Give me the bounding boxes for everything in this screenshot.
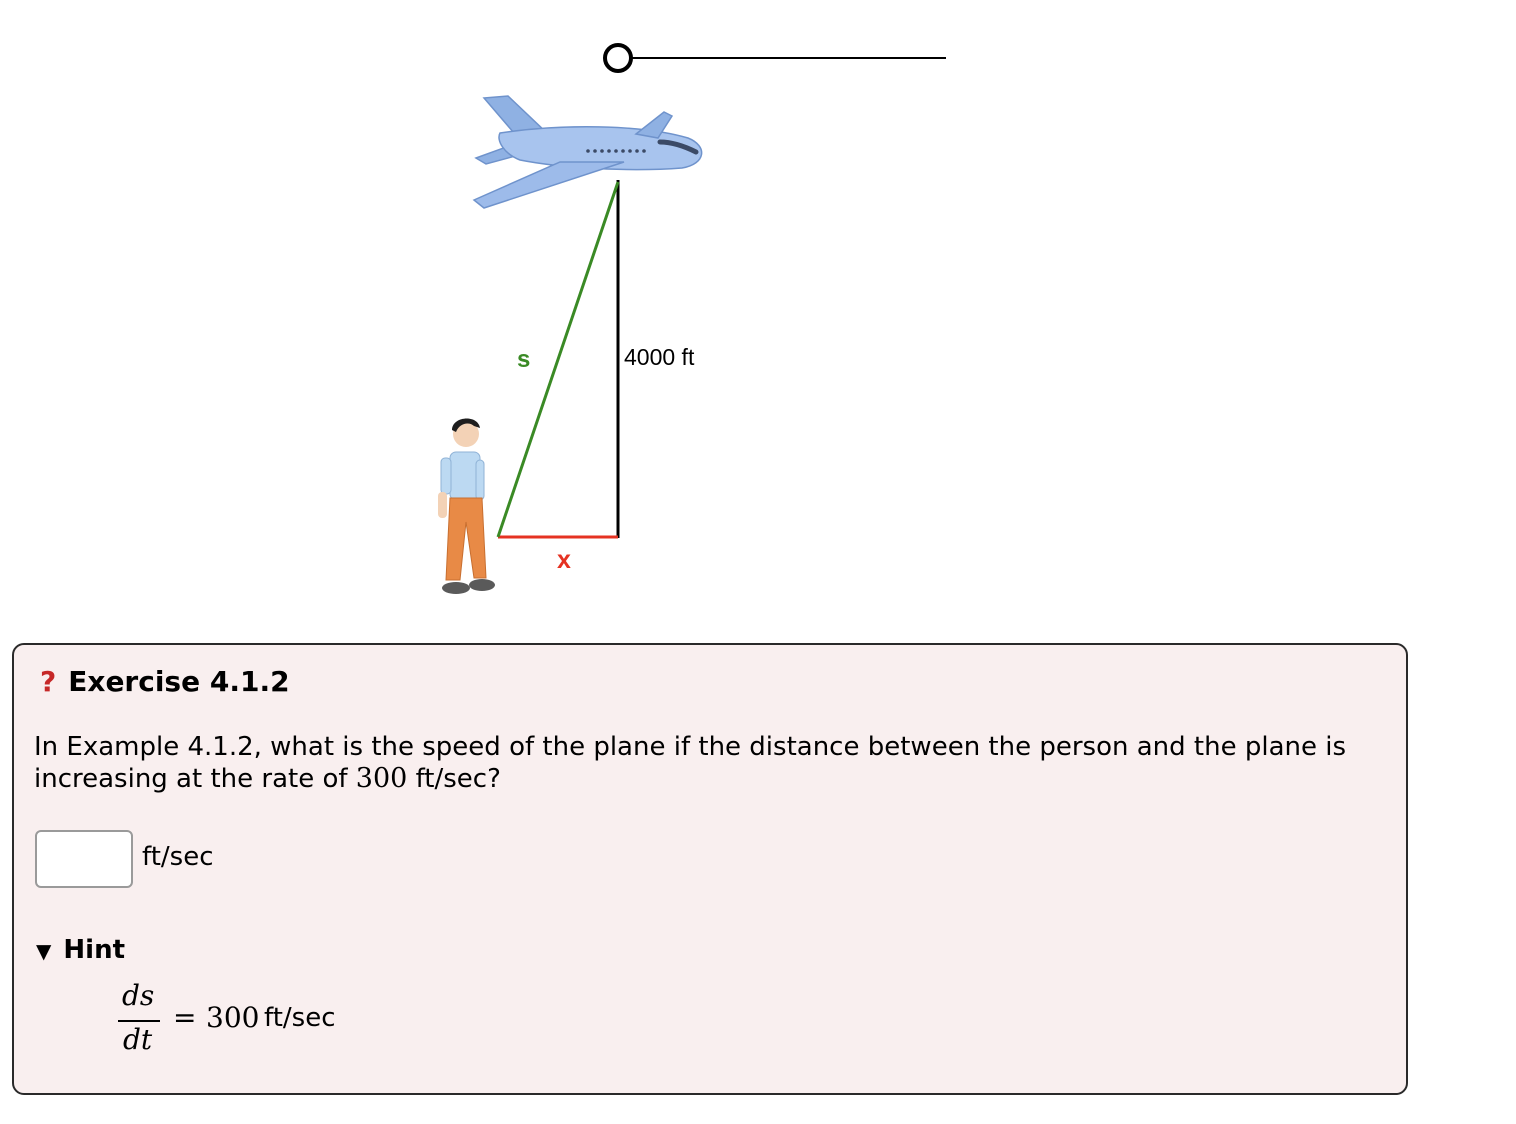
person-icon <box>438 418 495 594</box>
question-text-after: ft/sec? <box>407 764 501 794</box>
slider-handle[interactable] <box>605 45 631 71</box>
hint-rate-value: 300 <box>206 1001 260 1034</box>
airplane-icon <box>474 96 702 208</box>
equals-sign: = <box>173 1001 197 1034</box>
height-label: 4000 ft <box>624 344 695 370</box>
answer-input[interactable] <box>35 830 133 888</box>
triangle-down-icon: ▼ <box>36 939 52 963</box>
question-mark-icon: ? <box>40 665 57 698</box>
exercise-question <box>34 731 1364 795</box>
exercise-box <box>12 643 1408 1095</box>
question-text-before: In Example 4.1.2, what is the speed of the plane if the distance between the person and the plane is increasing at the rate of <box>34 732 1347 794</box>
ground-distance-label: x <box>557 546 571 574</box>
fraction-numerator: ds <box>122 979 155 1012</box>
animation-slider[interactable] <box>605 45 946 71</box>
distance-line <box>498 182 618 537</box>
fraction-denominator: dt <box>123 1023 153 1056</box>
hint-rate-unit: ft/sec <box>264 1003 336 1033</box>
fraction-bar <box>118 1020 160 1022</box>
distance-label: s <box>517 346 531 373</box>
answer-unit-label: ft/sec <box>142 842 214 872</box>
hint-equation <box>118 979 378 1059</box>
hint-toggle[interactable] <box>36 935 125 965</box>
question-rate-value: 300 <box>355 763 408 794</box>
exercise-title-text: Exercise 4.1.2 <box>68 665 290 698</box>
exercise-title <box>40 665 290 698</box>
hint-label: Hint <box>63 935 126 965</box>
